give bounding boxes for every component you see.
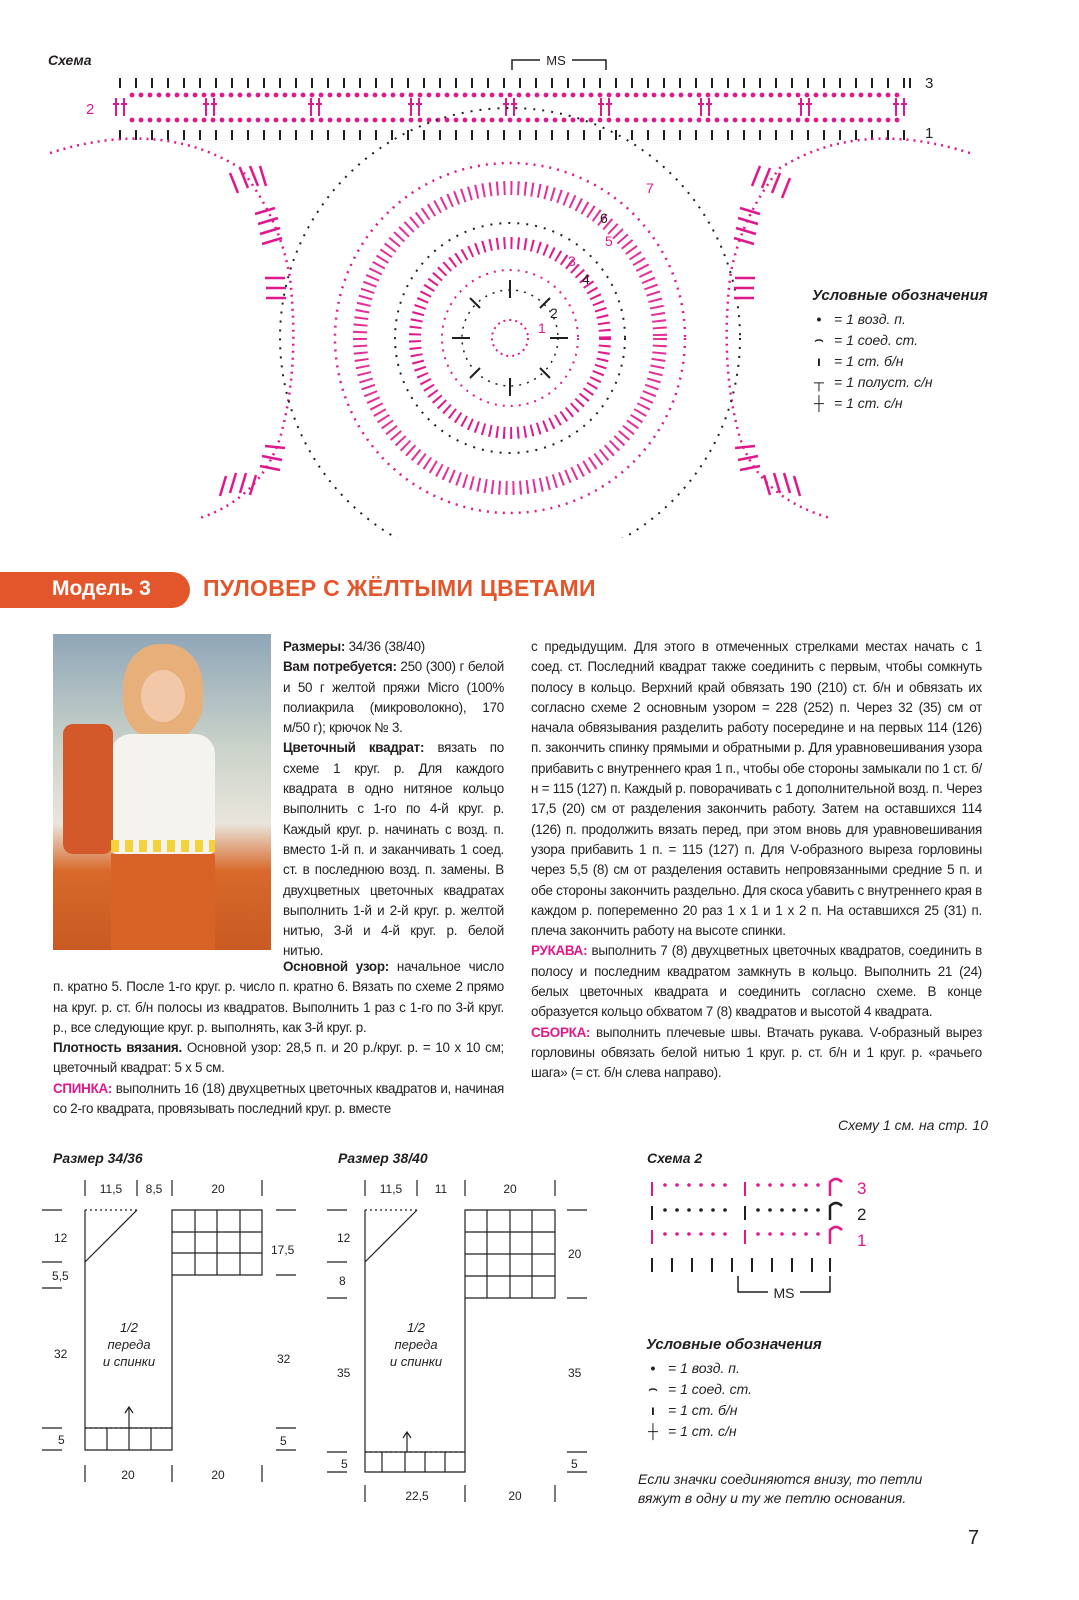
row2-chain — [311, 94, 314, 97]
row2-chain — [239, 94, 242, 97]
dim-right: 35 — [568, 1366, 582, 1380]
row2-chain — [473, 119, 476, 122]
row2-chain — [896, 119, 899, 122]
row2-chain — [239, 119, 242, 122]
row2-chain — [644, 119, 647, 122]
row2-chain — [563, 119, 566, 122]
row2-chain — [437, 94, 440, 97]
model-badge: Модель 3 — [0, 572, 190, 608]
row2-chain — [410, 119, 413, 122]
dim-right: 20 — [568, 1247, 582, 1261]
row2-chain — [806, 119, 809, 122]
row2-chain — [473, 94, 476, 97]
row2-chain — [518, 94, 521, 97]
row2-chain — [878, 94, 881, 97]
dim-bottom: 22,5 — [405, 1489, 429, 1503]
row2-chain — [617, 94, 620, 97]
row2-chain — [248, 119, 251, 122]
row2-chain — [401, 94, 404, 97]
row2-chain — [293, 119, 296, 122]
dim-bottom: 20 — [508, 1489, 522, 1503]
row2-chain — [806, 94, 809, 97]
row2-chain — [779, 119, 782, 122]
row2-chain — [743, 94, 746, 97]
row2-chain — [284, 94, 287, 97]
row-label-3: 3 — [925, 75, 934, 92]
row2-chain — [509, 94, 512, 97]
row2-chain — [869, 119, 872, 122]
row2-chain — [167, 119, 170, 122]
schema2-row-2: 2 — [857, 1205, 867, 1224]
row2-chain — [347, 119, 350, 122]
row2-chain — [752, 94, 755, 97]
round-7: 7 — [646, 180, 654, 196]
row2-chain — [824, 119, 827, 122]
row2-chain — [536, 94, 539, 97]
row2-chain — [653, 94, 656, 97]
schema-title: Схема — [48, 52, 92, 68]
row2-chain — [698, 94, 701, 97]
pattern-a-diagram — [40, 1170, 320, 1510]
row2-chain — [545, 119, 548, 122]
row2-chain — [302, 119, 305, 122]
row2-chain — [527, 119, 530, 122]
row-label-2: 2 — [86, 101, 95, 118]
row2-chain — [797, 94, 800, 97]
row2-chain — [203, 94, 206, 97]
row2-chain — [833, 94, 836, 97]
dim-left: 35 — [337, 1366, 351, 1380]
legend-row: ⌢ = 1 соед. ст. — [814, 331, 919, 348]
dim-left: 5 — [341, 1457, 348, 1471]
row2-chain — [428, 94, 431, 97]
row2-chain — [374, 94, 377, 97]
row2-chain — [797, 119, 800, 122]
dim-top: 8,5 — [145, 1182, 163, 1196]
model-photo — [53, 634, 271, 950]
row2-chain — [383, 119, 386, 122]
row2-chain — [707, 119, 710, 122]
row2-chain — [275, 94, 278, 97]
row2-chain — [446, 119, 449, 122]
round-2: 2 — [550, 305, 558, 321]
row2-chain — [221, 94, 224, 97]
dim-right: 32 — [277, 1352, 291, 1366]
row2-chain — [482, 94, 485, 97]
dim-right: 5 — [280, 1434, 287, 1448]
row2-chain — [581, 94, 584, 97]
row2-chain — [131, 94, 134, 97]
row2-chain — [194, 94, 197, 97]
row2-chain — [284, 119, 287, 122]
row2-chain — [167, 94, 170, 97]
legend-row: • = 1 возд. п. — [816, 310, 906, 327]
legend-top — [812, 287, 988, 413]
row2-chain — [572, 119, 575, 122]
row2-chain — [833, 119, 836, 122]
row2-chain — [140, 94, 143, 97]
row2-chain — [878, 119, 881, 122]
row2-chain — [320, 94, 323, 97]
row2-chain — [518, 119, 521, 122]
row2-chain — [770, 119, 773, 122]
schema-reference: Схему 1 см. на стр. 10 — [838, 1117, 988, 1133]
row2-chain — [338, 94, 341, 97]
row2-chain — [788, 119, 791, 122]
row2-chain — [680, 119, 683, 122]
center-label: переда — [107, 1337, 151, 1352]
legend-note: Если значки соединяются внизу, то петли вяжут в одну и ту же петлю основания. — [638, 1471, 923, 1506]
row2-chain — [374, 119, 377, 122]
row2-chain — [356, 94, 359, 97]
center-label: и спинки — [102, 1354, 156, 1369]
ms-label: MS — [546, 53, 566, 68]
dim-bottom: 20 — [121, 1468, 135, 1482]
schema2-row-1: 1 — [857, 1231, 867, 1250]
row2-chain — [455, 119, 458, 122]
row2-chain — [464, 119, 467, 122]
row2-chain — [500, 94, 503, 97]
row2-chain — [662, 119, 665, 122]
row2-chain — [671, 119, 674, 122]
dim-left: 12 — [337, 1231, 351, 1245]
row2-chain — [347, 94, 350, 97]
row2-chain — [203, 119, 206, 122]
row2-chain — [599, 119, 602, 122]
row2-chain — [896, 94, 899, 97]
row2-chain — [662, 94, 665, 97]
row2-chain — [860, 119, 863, 122]
row2-chain — [743, 119, 746, 122]
row2-chain — [761, 94, 764, 97]
model-title: ПУЛОВЕР С ЖЁЛТЫМИ ЦВЕТАМИ — [203, 575, 596, 601]
row2-chain — [446, 94, 449, 97]
row2-chain — [140, 119, 143, 122]
dim-left: 8 — [339, 1274, 346, 1288]
row2-chain — [509, 119, 512, 122]
row2-chain — [572, 94, 575, 97]
legend-row: ┼ = 1 ст. с/н — [648, 1422, 737, 1439]
row2-chain — [149, 94, 152, 97]
row2-chain — [176, 94, 179, 97]
row2-chain — [176, 119, 179, 122]
row2-chain — [590, 119, 593, 122]
row2-chain — [599, 94, 602, 97]
round-3: 3 — [568, 253, 576, 269]
row2-chain — [824, 94, 827, 97]
dim-right: 17,5 — [271, 1243, 295, 1257]
row2-chain — [320, 119, 323, 122]
row2-chain — [554, 119, 557, 122]
legend-row: • = 1 возд. п. — [650, 1359, 740, 1376]
legend-bottom — [646, 1336, 822, 1441]
row2-chain — [311, 119, 314, 122]
row2-chain — [689, 94, 692, 97]
row2-chain — [725, 94, 728, 97]
center-label: 1/2 — [406, 1320, 426, 1335]
schema2-diagram — [640, 1170, 890, 1310]
pattern-b-title: Размер 38/40 — [338, 1150, 428, 1166]
row2-chain — [554, 94, 557, 97]
row2-chain — [248, 94, 251, 97]
schema2-row-3: 3 — [857, 1179, 867, 1198]
row2-chain — [644, 94, 647, 97]
schema2-title: Схема 2 — [647, 1150, 703, 1166]
row2-chain — [851, 94, 854, 97]
row2-chain — [815, 94, 818, 97]
row2-chain — [608, 119, 611, 122]
row2-chain — [851, 119, 854, 122]
row2-chain — [491, 94, 494, 97]
legend-title: Условные обозначения — [646, 1336, 822, 1353]
dim-left: 5,5 — [52, 1269, 69, 1283]
row2-chain — [194, 119, 197, 122]
row2-chain — [671, 94, 674, 97]
dim-top: 11 — [434, 1182, 448, 1196]
legend-title: Условные обозначения — [812, 287, 988, 304]
row2-chain — [356, 119, 359, 122]
row2-chain — [293, 94, 296, 97]
legend-row: ı = 1 ст. б/н — [817, 352, 904, 369]
legend-row: ı = 1 ст. б/н — [651, 1401, 738, 1418]
row2-chain — [734, 94, 737, 97]
row2-chain — [788, 94, 791, 97]
row2-chain — [392, 119, 395, 122]
row2-chain — [590, 94, 593, 97]
row2-chain — [230, 119, 233, 122]
row2-chain — [545, 94, 548, 97]
row2-chain — [338, 119, 341, 122]
row2-chain — [626, 94, 629, 97]
row2-chain — [500, 119, 503, 122]
row2-chain — [716, 94, 719, 97]
row2-chain — [707, 94, 710, 97]
row2-chain — [230, 94, 233, 97]
legend-row: ⌢ = 1 соед. ст. — [648, 1380, 753, 1397]
dim-top: 20 — [503, 1182, 517, 1196]
legend-row: ┼ = 1 ст. с/н — [814, 394, 903, 411]
row2-chain — [365, 119, 368, 122]
row2-chain — [887, 94, 890, 97]
center-label: и спинки — [389, 1354, 443, 1369]
row2-chain — [842, 94, 845, 97]
row2-chain — [581, 119, 584, 122]
row2-chain — [725, 119, 728, 122]
row2-chain — [410, 94, 413, 97]
row2-chain — [158, 94, 161, 97]
dim-bottom: 20 — [211, 1468, 225, 1482]
row2-chain — [419, 119, 422, 122]
row2-chain — [383, 94, 386, 97]
row2-chain — [869, 94, 872, 97]
row2-chain — [815, 119, 818, 122]
row2-chain — [428, 119, 431, 122]
text-column-2: с предыдущим. Для этого в отмеченных стрелками местах начать с 1 соед. ст. Последний квадрат также соединить с первым, чтобы сомкнуть полосу в кольцо. Верхний край обвязать 190 (210) ст. б/н и обвязать их согласно схеме 2 основным узором = 228 (252) п. Через 32 (35) см от начала обвязывания разделить работу посередине и на первых 114 (126) п. закончить спинку прямыми и обратными р. Для уравновешивания узора прибавить с внутреннего края 1 п., чтобы обе стороны замыкали по 1 ст. б/н = 115 (127) п. Каждый р. поворачивать с 1 дополнительной возд. п. Через 17,5 (20) см от разделения закончить работу. Затем на оставшихся 114 (126) п. продолжить вязать перед, при этом вновь для уравновешивания узора прибавить 1 п. = 115 (127) п. Для V-образного выреза горловины через 5,5 (8) см от разделения оставить непровязанными средние 5 п. и обе стороны закончить раздельно. Для скоса убавить с внутреннего края в каждом р. попеременно 20 раз 1 x 1 и 1 x 2 п. На оставшихся 25 (31) п. плеча закончить работу на высоте спинки. РУКАВА: выполнить 7 (8) двухцветных цветочных квадратов, соединить в полосу и последним квадратом замкнуть в кольцо. Выполнить 21 (24) белых цветочных квадрата и соединить согласно схеме. В конце образуется кольцо обхватом 7 (8) квадратов и высотой 4 квадрата. СБОРКА: выполнить плечевые швы. Втачать рукава. V-образный вырез горловины обвязать белой нитью 1 круг. р. ст. б/н и 1 круг. р. «рачьего шага» (= ст. б/н слева направо). — [531, 639, 982, 1081]
row2-chain — [275, 119, 278, 122]
row2-chain — [608, 94, 611, 97]
row2-chain — [302, 94, 305, 97]
row2-chain — [761, 119, 764, 122]
row2-chain — [689, 119, 692, 122]
page-number: 7 — [968, 1527, 980, 1549]
row2-chain — [158, 119, 161, 122]
dim-top: 20 — [211, 1182, 225, 1196]
row2-chain — [185, 119, 188, 122]
center-label: переда — [394, 1337, 438, 1352]
row2-chain — [635, 94, 638, 97]
row-label-1: 1 — [925, 125, 934, 142]
pattern-b-diagram — [325, 1170, 615, 1510]
pattern-a-title: Размер 34/36 — [53, 1150, 143, 1166]
row2-chain — [626, 119, 629, 122]
row2-chain — [860, 94, 863, 97]
row2-chain — [635, 119, 638, 122]
round-6: 6 — [600, 210, 608, 226]
row2-chain — [221, 119, 224, 122]
dim-left: 5 — [58, 1433, 65, 1447]
row2-chain — [266, 119, 269, 122]
row2-chain — [149, 119, 152, 122]
round-1: 1 — [538, 320, 546, 336]
row2-chain — [527, 94, 530, 97]
dim-left: 12 — [54, 1231, 68, 1245]
dim-top: 11,5 — [379, 1182, 403, 1196]
row2-chain — [563, 94, 566, 97]
row2-chain — [779, 94, 782, 97]
round-4: 4 — [582, 271, 590, 287]
row2-chain — [329, 119, 332, 122]
row2-chain — [752, 119, 755, 122]
row2-chain — [680, 94, 683, 97]
center-label: 1/2 — [119, 1320, 139, 1335]
row2-chain — [617, 119, 620, 122]
dim-right: 5 — [571, 1457, 578, 1471]
row2-chain — [716, 119, 719, 122]
row2-chain — [698, 119, 701, 122]
row2-chain — [365, 94, 368, 97]
row2-chain — [734, 119, 737, 122]
row2-chain — [185, 94, 188, 97]
row2-chain — [329, 94, 332, 97]
row2-chain — [842, 119, 845, 122]
legend-row: ┬ = 1 полуст. с/н — [814, 373, 933, 390]
dim-left: 32 — [54, 1347, 68, 1361]
row2-chain — [419, 94, 422, 97]
row2-chain — [212, 119, 215, 122]
row2-chain — [392, 94, 395, 97]
text-column-1: Размеры: 34/36 (38/40) Вам потребуется: 250 (300) г белой и 50 г желтой пряжи Micro (100% полиакрила (микроволокно), 170 м/50 г); крючок № 3. Цветочный квадрат: вязать по схеме 1 круг. р. Для каждого квадрата в одно нитяное кольцо выполнить с 1-го по 4-й круг. р. Каждый круг. р. начинать с возд. п. вместо 1-й п. и заканчивать 1 соед. ст. в последнюю возд. п. замены. В двухцветных цветочных квадратах выполнить 1-й и 2-й круг. р. желтой нитью, 3-й и 4-й круг. р. белой нитью. — [283, 639, 504, 959]
row2-chain — [257, 119, 260, 122]
schema2-ms-label: MS — [773, 1285, 795, 1301]
row2-chain — [653, 119, 656, 122]
dim-top: 11,5 — [99, 1182, 123, 1196]
round-5: 5 — [605, 233, 613, 249]
row2-chain — [455, 94, 458, 97]
row2-chain — [536, 119, 539, 122]
row2-chain — [266, 94, 269, 97]
row2-chain — [131, 119, 134, 122]
row2-chain — [770, 94, 773, 97]
text-column-1b: Основной узор: начальное число п. кратно 5. После 1-го круг. р. число п. кратно 6. Вязать по схеме 2 прямо на круг. р. ст. б/н полосы из квадратов. Выполнить 1 раз с 1-го по 3-й круг. р., все следующие круг. р. выполнять, как 3-й круг. р. Плотность вязания. Основной узор: 28,5 п. и 20 р./круг. р. = 10 x 10 см; цветочный квадрат: 5 x 5 см. СПИНКА: выполнить 16 (18) двухцветных цветочных квадратов и, начиная со 2-го квадрата, провязывать последний круг. р. вместе — [53, 959, 504, 1117]
row2-chain — [257, 94, 260, 97]
row2-chain — [887, 119, 890, 122]
row2-chain — [464, 94, 467, 97]
row2-chain — [482, 119, 485, 122]
row2-chain — [401, 119, 404, 122]
row2-chain — [491, 119, 494, 122]
row2-chain — [212, 94, 215, 97]
